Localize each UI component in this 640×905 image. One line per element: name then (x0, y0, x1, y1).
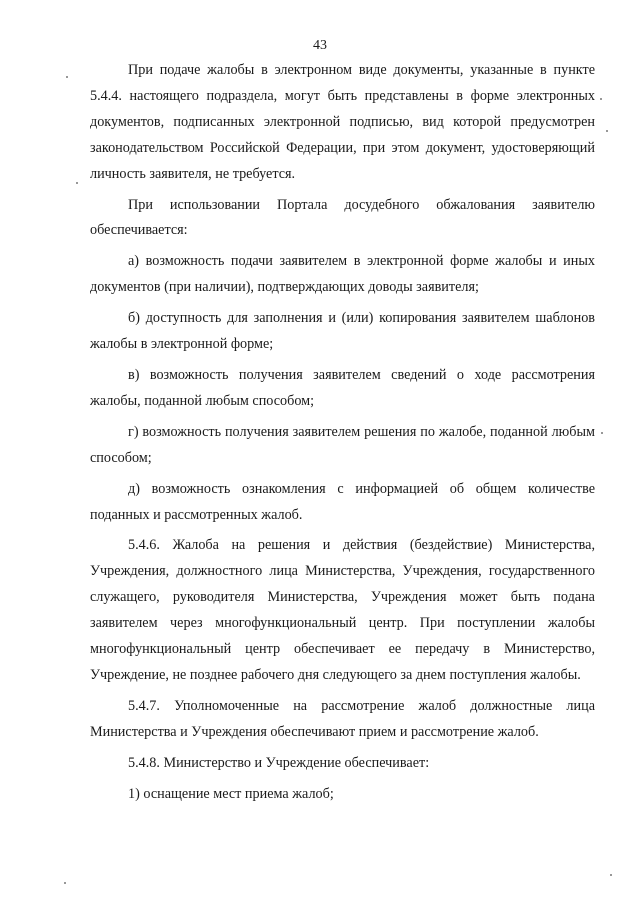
scan-speck (610, 874, 612, 876)
scan-speck (76, 182, 78, 184)
list-item-v: в) возможность получения заявителем сведений о ходе рассмотрения жалобы, поданной любым способом; (90, 366, 595, 409)
list-item-a: а) возможность подачи заявителем в электронной форме жалобы и иных документов (при наличии), подтверждающих доводы заявителя; (90, 253, 595, 296)
scan-speck (600, 98, 602, 100)
paragraph-portal-intro: При использовании Портала досудебного обжалования заявителю обеспечивается: (90, 196, 595, 239)
scan-speck (601, 432, 603, 434)
list-item-b: б) доступность для заполнения и (или) копирования заявителем шаблонов жалобы в электронной форме; (90, 310, 595, 353)
section-5-4-7: 5.4.7. Уполномоченные на рассмотрение жалоб должностные лица Министерства и Учреждения обеспечивают прием и рассмотрение жалоб. (90, 697, 595, 740)
scan-speck (64, 882, 66, 884)
list-item-d: д) возможность ознакомления с информацией об общем количестве поданных и рассмотренных жалоб. (90, 480, 595, 523)
list-item-1: 1) оснащение мест приема жалоб; (128, 785, 334, 802)
scan-speck (66, 76, 68, 78)
page-number: 43 (313, 38, 327, 53)
list-item-g: г) возможность получения заявителем решения по жалобе, поданной любым способом; (90, 423, 595, 466)
document-body (90, 58, 595, 812)
scan-speck (606, 130, 608, 132)
section-5-4-6: 5.4.6. Жалоба на решения и действия (бездействие) Министерства, Учреждения, должностного лица Министерства, Учреждения, государственного служащего, руководителя Министерства, Учреждения может быть подана заявителем через многофункциональный центр. При поступлении жалобы многофункциональный центр обеспечивает ее передачу в Министерство, Учреждение, не позднее рабочего дня следующего за днем поступления жалобы. (90, 537, 595, 683)
paragraph-electronic-filing: При подаче жалобы в электронном виде документы, указанные в пункте 5.4.4. настоящего подраздела, могут быть представлены в форме электронных документов, подписанных электронной подписью, вид которой предусмотрен законодательством Российской Федерации, при этом документ, удостоверяющий личность заявителя, не требуется. (90, 62, 595, 182)
section-5-4-8: 5.4.8. Министерство и Учреждение обеспечивает: (128, 754, 430, 771)
